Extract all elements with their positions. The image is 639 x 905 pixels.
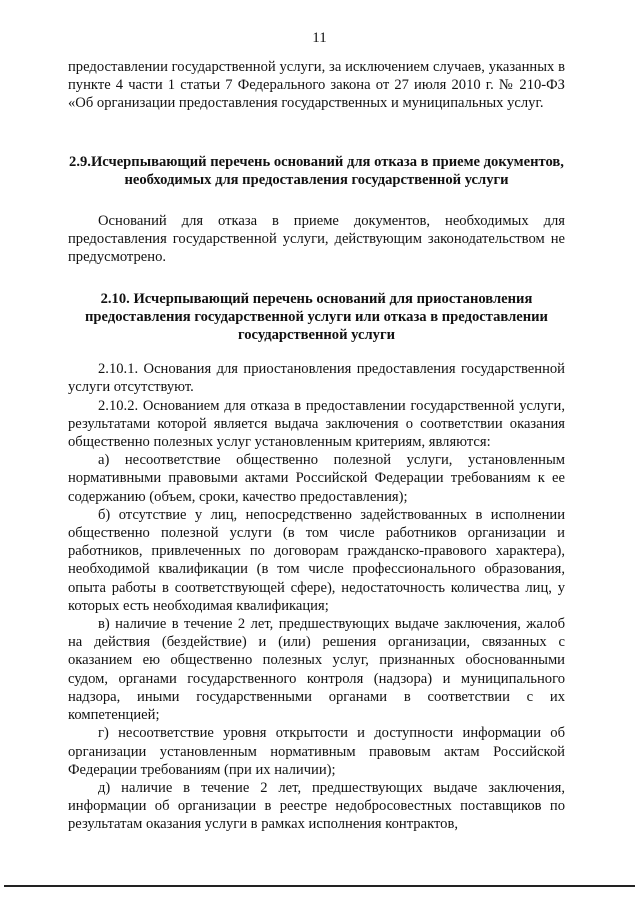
section-heading-2-9: 2.9.Исчерпывающий перечень оснований для отказа в приеме документов, необходимых для предоставления государственной услуги bbox=[69, 153, 564, 188]
list-item-a: а) несоответствие общественно полезной услуги, установленным нормативными правовыми актами Российской Федерации требованиям к ее содержанию (объем, сроки, качество предоставления); bbox=[68, 452, 565, 505]
list-item-b: б) отсутствие у лиц, непосредственно задействованных в исполнении общественно полезной услуги (в том числе работников организации и работников, привлеченных по договорам гражданско-правового характера), необходимой квалификации (в том числе профессионального образования, опыта работы в соответствующей сфере), недостаточность количества лиц, у которых есть необходимая квалификация; bbox=[68, 506, 565, 614]
document-body bbox=[68, 58, 565, 834]
paragraph-2-9: Оснований для отказа в приеме документов, необходимых для предоставления государственной услуги, действующим законодательством не предусмотрено. bbox=[68, 213, 565, 266]
list-item-v: в) наличие в течение 2 лет, предшествующих выдаче заключения, жалоб на действия (бездействие) и (или) решения организации, связанных с оказанием ею общественно полезных услуг, признанных обоснованными судом, органами государственного контроля (надзора) и муниципального надзора, иными государственными органами в соответствии с их компетенцией; bbox=[68, 616, 565, 724]
list-item-d: д) наличие в течение 2 лет, предшествующих выдаче заключения, информации об организации в реестре недобросовестных поставщиков по результатам оказания услуги в рамках исполнения контрактов, bbox=[68, 779, 565, 833]
paragraph-2-10-1: 2.10.1. Основания для приостановления предоставления государственной услуги отсутствуют. bbox=[68, 361, 565, 396]
list-item-g: г) несоответствие уровня открытости и доступности информации об организации установленным нормативным правовым актам Российской Федерации требованиям (при их наличии); bbox=[68, 725, 565, 778]
bottom-rule bbox=[4, 885, 635, 887]
paragraph-2-10-2: 2.10.2. Основанием для отказа в предоставлении государственной услуги, результатами которой является выдача заключения о соответствии оказания общественно полезных услуг установленным критериям, являются: bbox=[68, 397, 565, 451]
page-number: 11 bbox=[312, 30, 327, 46]
section-heading-2-10: 2.10. Исчерпывающий перечень оснований для приостановления предоставления государственной услуги или отказа в предоставлении государственной услуги bbox=[85, 290, 548, 344]
paragraph-intro: предоставлении государственной услуги, за исключением случаев, указанных в пункте 4 части 1 статьи 7 Федерального закона от 27 июля 2010 г. № 210-ФЗ «Об организации предоставления государственных и муниципальных услуг. bbox=[68, 59, 565, 112]
